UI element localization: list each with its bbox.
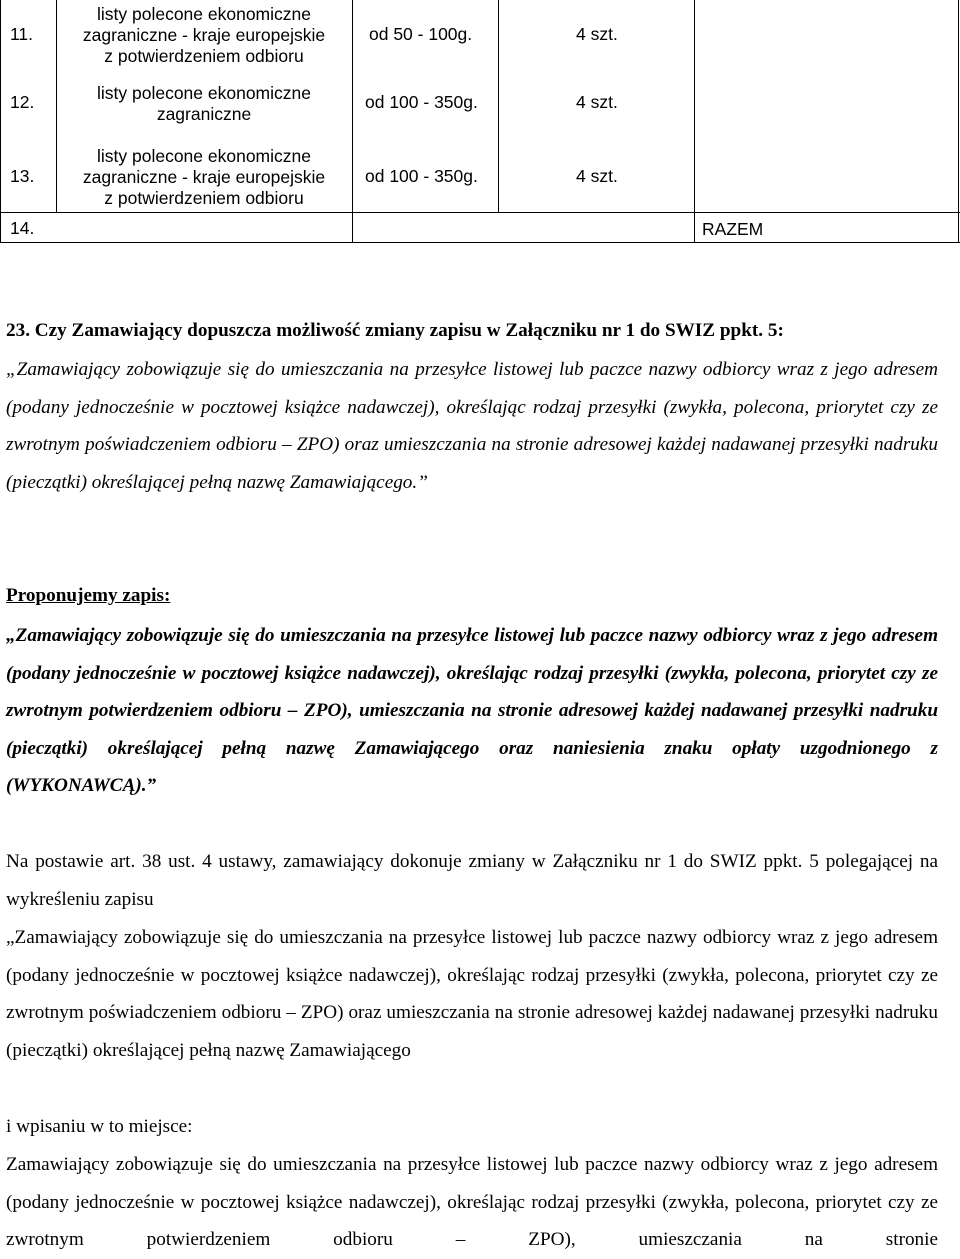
row-description <box>57 4 351 67</box>
row-quantity: 4 szt. <box>576 166 618 186</box>
question-heading: 23. Czy Zamawiający dopuszcza możliwość zmiany zapisu w Załączniku nr 1 do SWIZ ppkt. 5: <box>6 320 784 341</box>
table-row-divider <box>0 212 960 213</box>
table-divider <box>694 0 695 243</box>
total-label: RAZEM <box>702 219 764 239</box>
row-number: 11. <box>10 24 34 44</box>
table-border-bottom <box>0 242 960 243</box>
description-line: listy polecone ekonomiczne <box>96 146 311 166</box>
description-line: listy polecone ekonomiczne <box>96 4 311 24</box>
original-clause-quote: „Zamawiający zobowiązuje się do umieszczania na przesyłce listowej lub paczce nazwy odbiorcy wraz z jego adresem (podany jednocześnie w pocztowej książce nadawczej), określając rodzaj przesyłki (zwykła, polecona, priorytet czy ze zwrotnym poświadczeniem odbioru – ZPO) oraz umieszczania na stronie adresowej każdej nadawanej przesyłki nadruku (pieczątki) określającej pełną nazwę Zamawiającego.” <box>6 359 938 493</box>
row-quantity: 4 szt. <box>576 24 618 44</box>
description-line: z potwierdzeniem odbioru <box>104 188 304 208</box>
row-description <box>57 146 351 209</box>
table-border-left <box>0 0 1 243</box>
description-line: zagraniczne - kraje europejskie <box>82 25 326 45</box>
description-line: listy polecone ekonomiczne <box>96 83 311 103</box>
description-line: zagraniczne - kraje europejskie <box>82 167 326 187</box>
removed-clause-text: „Zamawiający zobowiązuje się do umieszczania na przesyłce listowej lub paczce nazwy odbiorcy wraz z jego adresem (podany jednocześnie w pocztowej książce nadawczej), określając rodzaj przesyłki (zwykła, polecona, priorytet czy ze zwrotnym poświadczeniem odbioru – ZPO) oraz umieszczania na stronie adresowej każdej nadawanej przesyłki nadruku (pieczątki) określającej pełną nazwę Zamawiającego <box>6 927 938 1061</box>
shipping-table <box>0 0 960 243</box>
row-weight: od 100 - 350g. <box>365 166 478 186</box>
row-quantity: 4 szt. <box>576 92 618 112</box>
proposed-clause-quote: „Zamawiający zobowiązuje się do umieszczania na przesyłce listowej lub paczce nazwy odbiorcy wraz z jego adresem (podany jednocześnie w pocztowej książce nadawczej), określając rodzaj przesyłki (zwykła, polecona, priorytet czy ze zwrotnym potwierdzeniem odbioru – ZPO), umieszczania na stronie adresowej każdej nadawanej przesyłki nadruku (pieczątki) określającej pełną nazwę Zamawiającego oraz naniesienia znaku opłaty uzgodnionego z (WYKONAWCĄ).” <box>6 625 938 796</box>
row-number: 14. <box>10 218 35 238</box>
row-description <box>57 83 351 125</box>
row-number: 13. <box>10 166 35 186</box>
row-number: 12. <box>10 92 35 112</box>
description-line: zagraniczne <box>156 104 252 124</box>
row-weight: od 100 - 350g. <box>365 92 478 112</box>
table-divider <box>352 0 353 243</box>
table-border-right <box>958 0 959 243</box>
insert-label: i wpisaniu w to miejsce: <box>6 1116 193 1137</box>
proposal-label: Proponujemy zapis: <box>6 585 171 606</box>
row-weight: od 50 - 100g. <box>369 24 473 44</box>
answer-intro: Na postawie art. 38 ust. 4 ustawy, zamawiający dokonuje zmiany w Załączniku nr 1 do SWIZ ppkt. 5 polegającej na wykreśleniu zapisu <box>6 851 938 910</box>
new-clause-text: Zamawiający zobowiązuje się do umieszczania na przesyłce listowej lub paczce nazwy odbiorcy wraz z jego adresem (podany jednocześnie w pocztowej książce nadawczej), określając rodzaj przesyłki (zwykła, polecona, priorytet czy ze zwrotnym potwierdzeniem odbioru – ZPO), umieszczania na stronie <box>6 1154 938 1250</box>
table-divider <box>498 0 499 212</box>
description-line: z potwierdzeniem odbioru <box>104 46 304 66</box>
